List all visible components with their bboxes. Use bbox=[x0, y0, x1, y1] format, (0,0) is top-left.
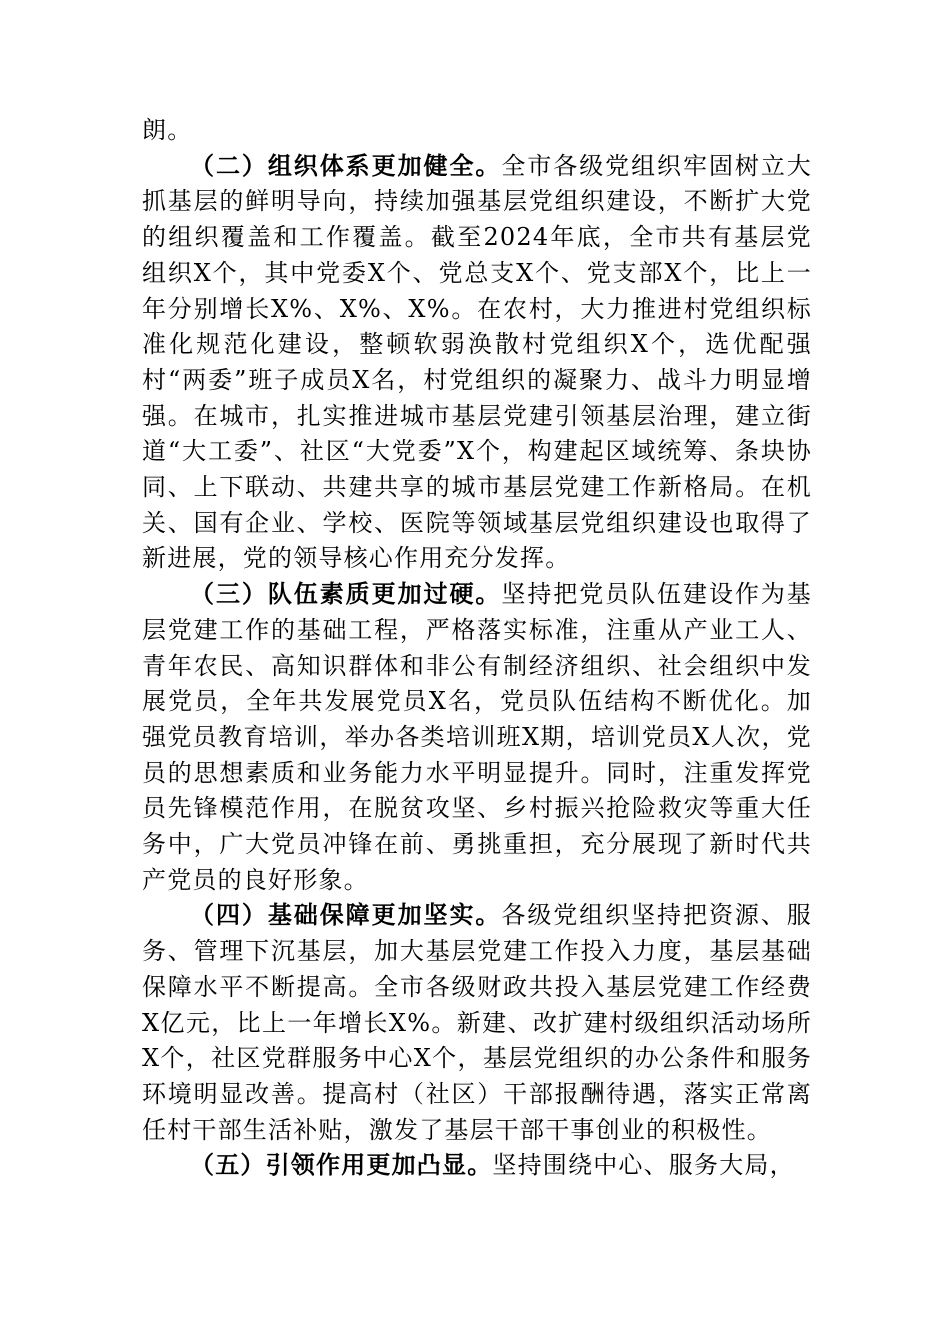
paragraph-body: 各级党组织坚持把资源、服务、管理下沉基层，加大基层党建工作投入力度，基层基础保障水平不断提高。全市各级财政共投入基层党建工作经费X亿元，比上一年增长X%。新建、改扩建村级组织活动场所X个，社区党群服务中心X个，基层党组织的办公条件和服务环境明显改善。提高村（社区）干部报酬待遇，落实正常离任村干部生活补贴，激发了基层干部干事创业的积极性。 bbox=[142, 901, 812, 1144]
paragraph-section-5 bbox=[142, 1148, 812, 1184]
paragraph-section-2 bbox=[142, 149, 812, 577]
section-heading: （三）队伍素质更加过硬。 bbox=[190, 580, 502, 609]
section-heading: （二）组织体系更加健全。 bbox=[190, 151, 502, 180]
document-page bbox=[142, 113, 812, 1184]
paragraph-body: 全市各级党组织牢固树立大抓基层的鲜明导向，持续加强基层党组织建设，不断扩大党的组织覆盖和工作覆盖。截至2024年底，全市共有基层党组织X个，其中党委X个、党总支X个、党支部X个，比上一年分别增长X%、X%、X%。在农村，大力推进村党组织标准化规范化建设，整顿软弱涣散村党组织X个，选优配强村“两委”班子成员X名，村党组织的凝聚力、战斗力明显增强。在城市，扎实推进城市基层党建引领基层治理，建立街道“大工委”、社区“大党委”X个，构建起区域统筹、条块协同、上下联动、共建共享的城市基层党建工作新格局。在机关、国有企业、学校、医院等领域基层党组织建设也取得了新进展，党的领导核心作用充分发挥。 bbox=[142, 151, 812, 573]
paragraph-section-3 bbox=[142, 577, 812, 898]
paragraph-section-4 bbox=[142, 898, 812, 1148]
paragraph-body: 坚持围绕中心、服务大局， bbox=[492, 1151, 795, 1180]
paragraph-continuation bbox=[142, 113, 812, 149]
paragraph-body: 坚持把党员队伍建设作为基层党建工作的基础工程，严格落实标准，注重从产业工人、青年农民、高知识群体和非公有制经济组织、社会组织中发展党员，全年共发展党员X名，党员队伍结构不断优化。加强党员教育培训，举办各类培训班X期，培训党员X人次，党员的思想素质和业务能力水平明显提升。同时，注重发挥党员先锋模范作用，在脱贫攻坚、乡村振兴抢险救灾等重大任务中，广大党员冲锋在前、勇挑重担，充分展现了新时代共产党员的良好形象。 bbox=[142, 580, 812, 894]
paragraph-body: 朗。 bbox=[142, 116, 193, 144]
section-heading: （五）引领作用更加凸显。 bbox=[190, 1151, 493, 1180]
section-heading: （四）基础保障更加坚实。 bbox=[190, 901, 502, 930]
